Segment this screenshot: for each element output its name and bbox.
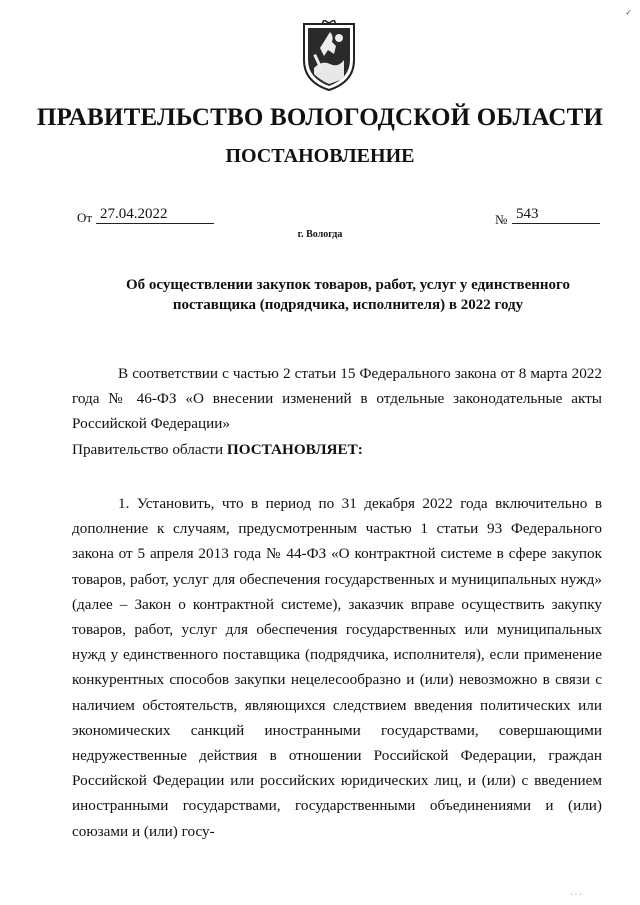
decree-word: ПОСТАНОВЛЯЕТ: [226,441,363,458]
government-title: ПРАВИТЕЛЬСТВО ВОЛОГОДСКОЙ ОБЛАСТИ [36,104,604,131]
document-type: ПОСТАНОВЛЕНИЕ [225,145,415,167]
number-value: 543 [512,206,600,224]
intro-paragraph: В соответствии с частью 2 статьи 15 Федерального закона от 8 марта 2022 года № 46-ФЗ «О внесении изменений в отдельные законодательные акты Российской Федерации» [72,365,602,433]
city-label: г. Вологда [297,229,343,240]
coat-of-arms-icon [300,20,358,92]
document-subject: Об осуществлении закупок товаров, работ, услуг у единственного поставщика (подрядчика, исполнителя) в 2022 году [126,277,570,313]
decree-prefix: Правительство области [72,441,227,458]
date-value: 27.04.2022 [96,206,214,224]
page-footer-mark: · · · [570,890,582,899]
point-1-paragraph: 1. Установить, что в период по 31 декабря 2022 года включительно в дополнение к случаям, предусмотренным частью 1 статьи 93 Федерального закона от 5 апреля 2013 года № 44-ФЗ «О контрактной системе в сфере закупок товаров, работ, услуг для обеспечения государственных и муниципальных нужд» (далее – Закон о контрактной системе), заказчик вправе осуществить закупку товаров, работ, услуг для обеспечения государственных или муниципальных нужд у единственного поставщика (подрядчика, исполнителя), если применение конкурентных способов закупки нецелесообразно и (или) невозможно в связи с наличием обстоятельств, являющихся следствием введения политических или экономических санкций иностранными государствами, совершающими недружественные действия в отношении Российской Федерации, граждан Российской Федерации или российских юридических лиц, и (или) с введением иностранными государствами, государственными объединениями и (или) союзами и (или) госу- [72,495,602,840]
date-label: От [77,210,93,225]
decree-line [72,437,602,462]
page-corner-mark: ✓ [625,8,632,17]
number-label: № [495,212,508,227]
